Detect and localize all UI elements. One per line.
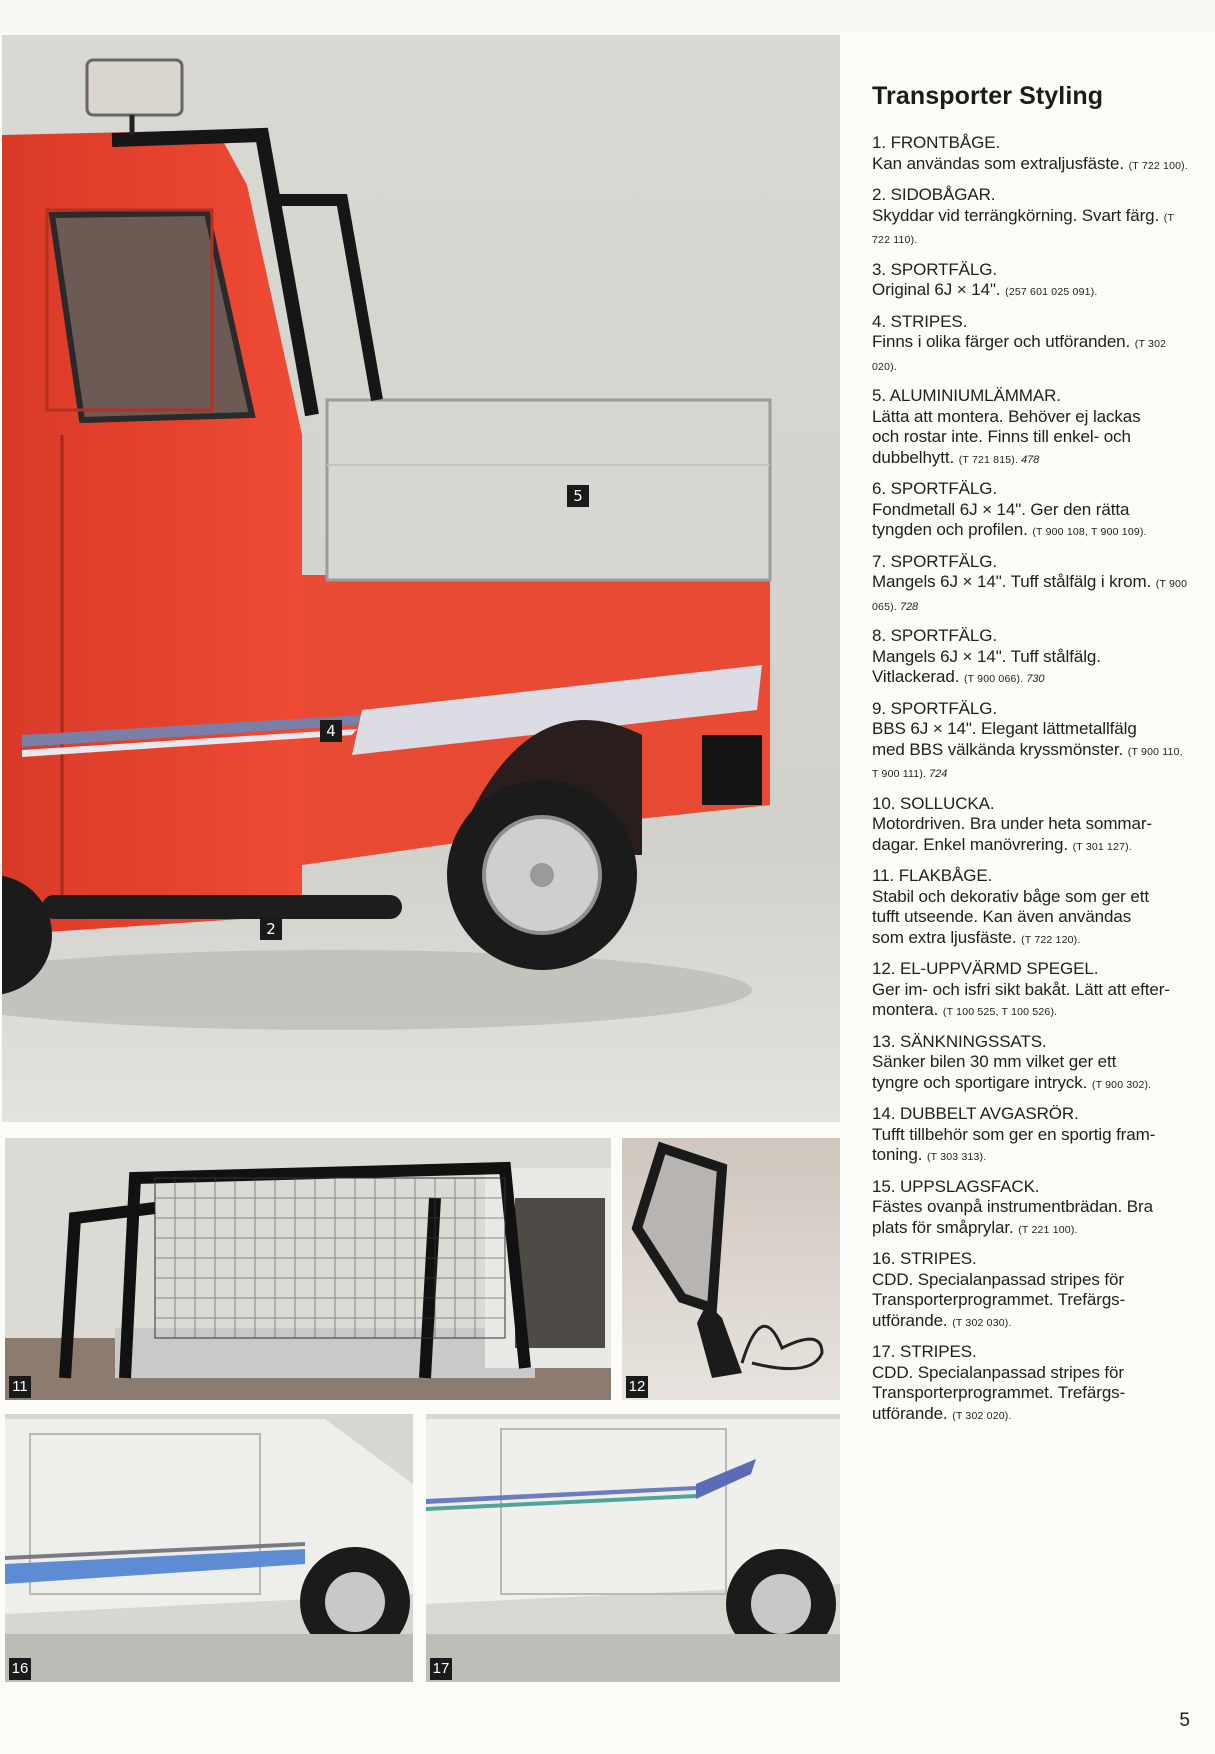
- section-title: Transporter Styling: [872, 82, 1104, 110]
- part-number: (T 302 030).: [952, 1316, 1012, 1329]
- callout-2: 2: [260, 918, 282, 940]
- description-text: Ger im- och isfri sikt bakåt. Lätt att efter-: [872, 979, 1170, 999]
- description-text: och rostar inte. Finns till enkel- och: [872, 427, 1131, 446]
- description-text: utförande.: [872, 1403, 948, 1423]
- accessory-item-description: [872, 520, 1190, 543]
- accessory-item-description: [872, 332, 1190, 377]
- part-number: (T 900 065).: [872, 578, 1188, 613]
- accessory-item-description: [872, 647, 1190, 668]
- description-text: CDD. Specialanpassad stripes för: [872, 1362, 1124, 1382]
- accessory-item: [872, 1249, 1190, 1333]
- accessory-item-description: [872, 667, 1190, 690]
- mirror-photo: [622, 1138, 840, 1400]
- accessory-item: [872, 133, 1190, 176]
- accessory-item-description: [872, 1311, 1190, 1334]
- description-text: Finns i olika färger och utföranden.: [872, 332, 1131, 351]
- part-number: (T 221 100).: [1018, 1223, 1078, 1236]
- callout-4: 4: [320, 720, 342, 742]
- part-number: (T 721 815).: [958, 453, 1019, 466]
- description-text: som extra ljusfäste.: [872, 927, 1017, 947]
- accessory-item: [872, 959, 1190, 1023]
- accessory-item-description: [872, 907, 1190, 928]
- accessory-item: [872, 552, 1190, 618]
- accessory-item-heading: 9. SPORTFÄLG.: [872, 698, 997, 718]
- accessory-item: [872, 479, 1190, 543]
- accessory-item-description: [872, 572, 1190, 617]
- accessory-item-heading: 13. SÄNKNINGSSATS.: [872, 1031, 1047, 1051]
- description-text: tyngre och sportigare intryck.: [872, 1072, 1088, 1092]
- description-text: BBS 6J × 14". Elegant lättmetallfälg: [872, 719, 1137, 738]
- accessory-item: [872, 1032, 1190, 1096]
- accessory-item-heading: 3. SPORTFÄLG.: [872, 259, 997, 279]
- accessory-item-heading: 10. SOLLUCKA.: [872, 793, 995, 813]
- photo-label-17: 17: [430, 1658, 452, 1680]
- description-text: Lätta att montera. Behöver ej lackas: [872, 406, 1141, 426]
- stripes-17-photo: [426, 1414, 840, 1682]
- photo-label-12: 12: [626, 1376, 648, 1398]
- accessory-item-description: [872, 928, 1190, 951]
- page-number: 5: [1179, 1710, 1190, 1731]
- part-number: (T 900 302).: [1091, 1078, 1152, 1091]
- part-number: (T 722 120).: [1021, 933, 1081, 946]
- part-number: (T 900 110, T 900 111).: [872, 745, 1183, 780]
- description-text: Original 6J × 14".: [872, 280, 1001, 299]
- text-column: [872, 82, 1190, 1435]
- accessory-item: [872, 386, 1190, 470]
- accessory-item-description: [872, 1383, 1190, 1404]
- accessory-item: [872, 1177, 1190, 1241]
- accessory-item-description: [872, 740, 1190, 785]
- description-text: Stabil och dekorativ båge som ger ett: [872, 886, 1149, 906]
- accessory-item: [872, 699, 1190, 785]
- accessory-item-heading: 7. SPORTFÄLG.: [872, 551, 997, 571]
- accessory-item-description: [872, 1404, 1190, 1427]
- accessory-item-heading: 11. FLAKBÅGE.: [872, 866, 993, 885]
- description-text: Fondmetall 6J × 14". Ger den rätta: [872, 499, 1130, 519]
- accessory-item: [872, 866, 1190, 950]
- accessory-item-description: [872, 1197, 1190, 1218]
- description-text: Mangels 6J × 14". Tuff stålfälg i krom.: [872, 572, 1152, 591]
- accessory-item-heading: 2. SIDOBÅGAR.: [872, 185, 996, 204]
- accessory-item-heading: 6. SPORTFÄLG.: [872, 479, 997, 498]
- accessory-item-description: [872, 980, 1190, 1001]
- description-text: utförande.: [872, 1310, 948, 1330]
- accessory-item-description: [872, 427, 1190, 448]
- accessory-item: [872, 185, 1190, 251]
- part-number: (T 722 100).: [1128, 159, 1188, 172]
- accessory-item: [872, 794, 1190, 858]
- accessory-item-heading: 15. UPPSLAGSFACK.: [872, 1176, 1040, 1196]
- description-text: toning.: [872, 1145, 923, 1164]
- description-text: plats för småprylar.: [872, 1217, 1014, 1237]
- description-text: Motordriven. Bra under heta sommar-: [872, 814, 1152, 833]
- rollbar-photo: [5, 1138, 611, 1400]
- accessory-item-heading: 5. ALUMINIUMLÄMMAR.: [872, 386, 1061, 405]
- accessory-item-description: [872, 206, 1190, 251]
- accessory-item: [872, 260, 1190, 303]
- photo-label-11: 11: [9, 1376, 31, 1398]
- accessory-list: [872, 133, 1190, 1426]
- reference-number: 478: [1021, 453, 1040, 466]
- accessory-item-description: [872, 1145, 1190, 1168]
- part-number: (T 900 066).: [963, 673, 1024, 685]
- description-text: Fästes ovanpå instrumentbrädan. Bra: [872, 1197, 1153, 1216]
- accessory-item-description: [872, 1125, 1190, 1146]
- callout-5: 5: [567, 485, 589, 507]
- accessory-item-description: [872, 1270, 1190, 1291]
- accessory-item-description: [872, 407, 1190, 428]
- accessory-item-heading: 4. STRIPES.: [872, 311, 968, 331]
- description-text: Sänker bilen 30 mm vilket ger ett: [872, 1052, 1117, 1071]
- description-text: tyngden och profilen.: [872, 520, 1028, 539]
- part-number: (T 722 110).: [872, 211, 1174, 246]
- description-text: Transporterprogrammet. Trefärgs-: [872, 1383, 1126, 1402]
- accessory-item-description: [872, 719, 1190, 740]
- accessory-item-description: [872, 1290, 1190, 1311]
- accessory-item-description: [872, 448, 1190, 471]
- accessory-item-heading: 17. STRIPES.: [872, 1342, 977, 1361]
- accessory-item-description: [872, 1218, 1190, 1241]
- reference-number: 728: [899, 600, 918, 613]
- description-text: CDD. Specialanpassad stripes för: [872, 1269, 1124, 1289]
- accessory-item-heading: 8. SPORTFÄLG.: [872, 626, 997, 645]
- description-text: dubbelhytt.: [872, 447, 955, 467]
- accessory-item-description: [872, 1052, 1190, 1073]
- accessory-item-description: [872, 1073, 1190, 1096]
- page-top-margin: [0, 0, 1215, 33]
- part-number: (T 302 020).: [872, 338, 1167, 373]
- description-text: tufft utseende. Kan även användas: [872, 907, 1132, 926]
- main-truck-photo: [2, 35, 840, 1122]
- accessory-item-heading: 14. DUBBELT AVGASRÖR.: [872, 1104, 1079, 1123]
- part-number: (T 303 313).: [926, 1151, 987, 1163]
- description-text: Transporterprogrammet. Trefärgs-: [872, 1290, 1126, 1309]
- description-text: Vitlackerad.: [872, 667, 960, 686]
- accessory-item: [872, 312, 1190, 378]
- description-text: Skyddar vid terrängkörning. Svart färg.: [872, 205, 1160, 225]
- reference-number: 730: [1026, 673, 1045, 685]
- accessory-item-heading: 12. EL-UPPVÄRMD SPEGEL.: [872, 959, 1099, 978]
- reference-number: 724: [929, 768, 948, 780]
- accessory-item-description: [872, 814, 1190, 835]
- part-number: (T 302 020).: [952, 1409, 1012, 1422]
- description-text: montera.: [872, 1000, 939, 1019]
- description-text: med BBS välkända kryssmönster.: [872, 739, 1124, 759]
- part-number: (T 900 108, T 900 109).: [1032, 526, 1147, 538]
- accessory-item-description: [872, 154, 1190, 177]
- accessory-item: [872, 1104, 1190, 1168]
- description-text: Tufft tillbehör som ger en sportig fram-: [872, 1124, 1156, 1144]
- part-number: (T 301 127).: [1072, 840, 1132, 853]
- accessory-item-description: [872, 1363, 1190, 1384]
- photo-label-16: 16: [9, 1658, 31, 1680]
- accessory-item-description: [872, 500, 1190, 521]
- accessory-item-description: [872, 280, 1190, 303]
- description-text: Mangels 6J × 14". Tuff stålfälg.: [872, 646, 1101, 666]
- description-text: Kan användas som extraljusfäste.: [872, 153, 1124, 173]
- accessory-item-heading: 1. FRONTBÅGE.: [872, 133, 1001, 152]
- accessory-item: [872, 1342, 1190, 1426]
- accessory-item: [872, 626, 1190, 690]
- accessory-item-description: [872, 835, 1190, 858]
- accessory-item-description: [872, 887, 1190, 908]
- accessory-item-description: [872, 1000, 1190, 1023]
- description-text: dagar. Enkel manövrering.: [872, 834, 1068, 854]
- accessory-item-heading: 16. STRIPES.: [872, 1249, 977, 1268]
- part-number: (T 100 525, T 100 526).: [942, 1006, 1058, 1018]
- part-number: (257 601 025 091).: [1005, 286, 1098, 298]
- stripes-16-photo: [5, 1414, 413, 1682]
